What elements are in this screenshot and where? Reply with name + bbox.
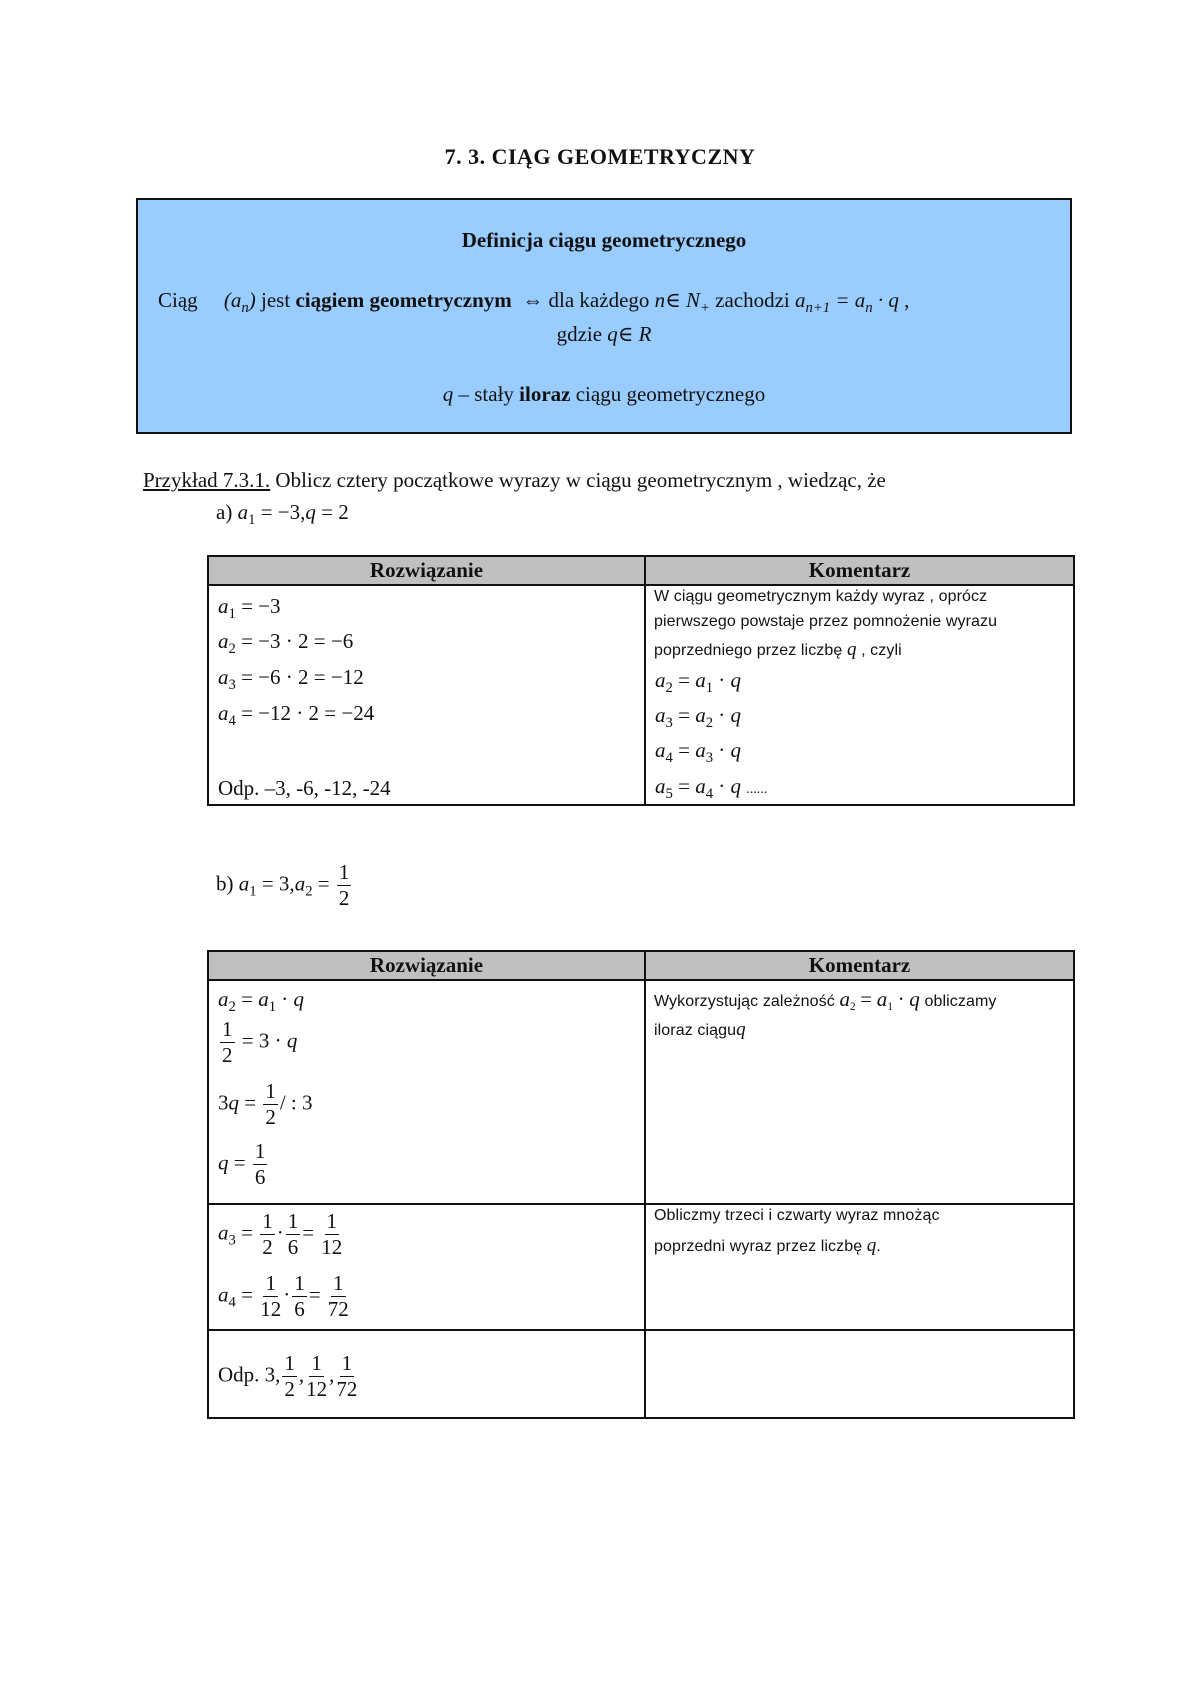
solution-table-b <box>207 950 1075 1419</box>
comment-formula: $a_3 = a_2 \cdot q$ <box>655 703 742 732</box>
comment-line: Wykorzystując zależność $a_2 = a_1 \cdot q$ obliczamy <box>654 987 997 1013</box>
example-statement <box>143 468 886 493</box>
def-jest: jest <box>261 288 291 312</box>
part-a-condition: a) $a_1 = -3,q = 2$ <box>216 500 349 529</box>
solution-line: $a_1 = -3$ <box>218 594 281 623</box>
comment-line: iloraz ciąguq <box>654 1019 746 1040</box>
solution-line: $a_4 = -12 \cdot 2 = -24$ <box>218 701 375 730</box>
def-n: n <box>654 288 666 312</box>
comment-line: poprzedniego przez liczbę q , czyli <box>654 639 902 660</box>
comment-line: Obliczmy trzeci i czwarty wyraz mnożąc <box>654 1207 940 1224</box>
answer-cell-b <box>208 1330 645 1418</box>
definition-ratio: q – stały iloraz ciągu geometrycznego <box>442 382 766 406</box>
solution-cell-b2 <box>208 1204 645 1330</box>
definition-box <box>136 198 1072 434</box>
part-b-condition: b) $a_1 = 3,a_2$ = $\frac{1}{2}$ <box>216 860 350 910</box>
def-for-each: dla każdego <box>548 288 650 312</box>
solution-cell-a <box>208 585 645 805</box>
solution-line: q = $\frac{1}{6}$ <box>218 1139 266 1189</box>
def-intro: Ciąg <box>158 288 198 312</box>
comment-line: W ciągu geometrycznym każdy wyraz , oprócz <box>654 588 988 605</box>
comment-cell-b2 <box>645 1204 1074 1330</box>
comment-line: poprzedni wyraz przez liczbę q. <box>654 1235 881 1256</box>
solution-table-a <box>207 555 1075 806</box>
header-comment: Komentarz <box>645 556 1074 585</box>
comment-formula: $a_5 = a_4 \cdot q$ ...... <box>655 774 768 803</box>
def-seq: $(a_n)$ <box>223 288 256 317</box>
definition-where: gdzie q∈ R <box>556 322 652 346</box>
solution-line: $a_2 = -3 \cdot 2 = -6$ <box>218 629 354 658</box>
def-set: $N_+$ <box>685 288 710 317</box>
header-solution: Rozwiązanie <box>208 556 645 585</box>
header-solution: Rozwiązanie <box>208 951 645 980</box>
def-comma: , <box>904 288 910 312</box>
example-text: Oblicz cztery początkowe wyrazy w ciągu geometrycznym , wiedząc, że <box>275 468 886 492</box>
solution-line: $a_3$ = $\frac{1}{2}$ · $\frac{1}{6}$ = $\frac{1}{12}$ <box>218 1209 343 1259</box>
comment-cell-a <box>645 585 1074 805</box>
definition-statement <box>158 288 1056 317</box>
header-comment: Komentarz <box>645 951 1074 980</box>
solution-line: $a_3 = -6 \cdot 2 = -12$ <box>218 665 364 694</box>
empty-comment-cell-b <box>645 1330 1074 1418</box>
solution-line: $\frac{1}{2}$ = 3 · q <box>222 1017 298 1067</box>
answer-b: Odp. 3, $\frac{1}{2}$ , $\frac{1}{12}$ , $\frac{1}{72}$ <box>218 1351 358 1401</box>
solution-cell-b1 <box>208 980 645 1204</box>
comment-formula: $a_4 = a_3 \cdot q$ <box>655 738 742 767</box>
in-symbol: ∈ <box>665 288 681 312</box>
solution-line: 3q = $\frac{1}{2}$ / : 3 <box>218 1079 313 1129</box>
iff-symbol: ⇔ <box>522 288 544 312</box>
solution-line: $a_4$ = $\frac{1}{12}$ · $\frac{1}{6}$ = $\frac{1}{72}$ <box>218 1271 349 1321</box>
answer-a: Odp. –3, -6, -12, -24 <box>218 776 391 800</box>
comment-cell-b1 <box>645 980 1074 1204</box>
solution-line: $a_2 = a_1 \cdot q$ <box>218 987 305 1016</box>
example-label: Przykład 7.3.1. <box>143 468 271 492</box>
def-holds: zachodzi <box>715 288 790 312</box>
def-bold-term: ciągiem geometrycznym <box>295 288 512 312</box>
comment-formula: $a_2 = a_1 \cdot q$ <box>655 668 742 697</box>
definition-heading: Definicja ciągu geometrycznego <box>461 228 747 252</box>
page-title: 7. 3. CIĄG GEOMETRYCZNY <box>444 144 756 169</box>
comment-line: pierwszego powstaje przez pomnożenie wyrazu <box>654 613 998 630</box>
def-formula: $a_{n+1} = a_n \cdot q$ <box>795 288 899 317</box>
